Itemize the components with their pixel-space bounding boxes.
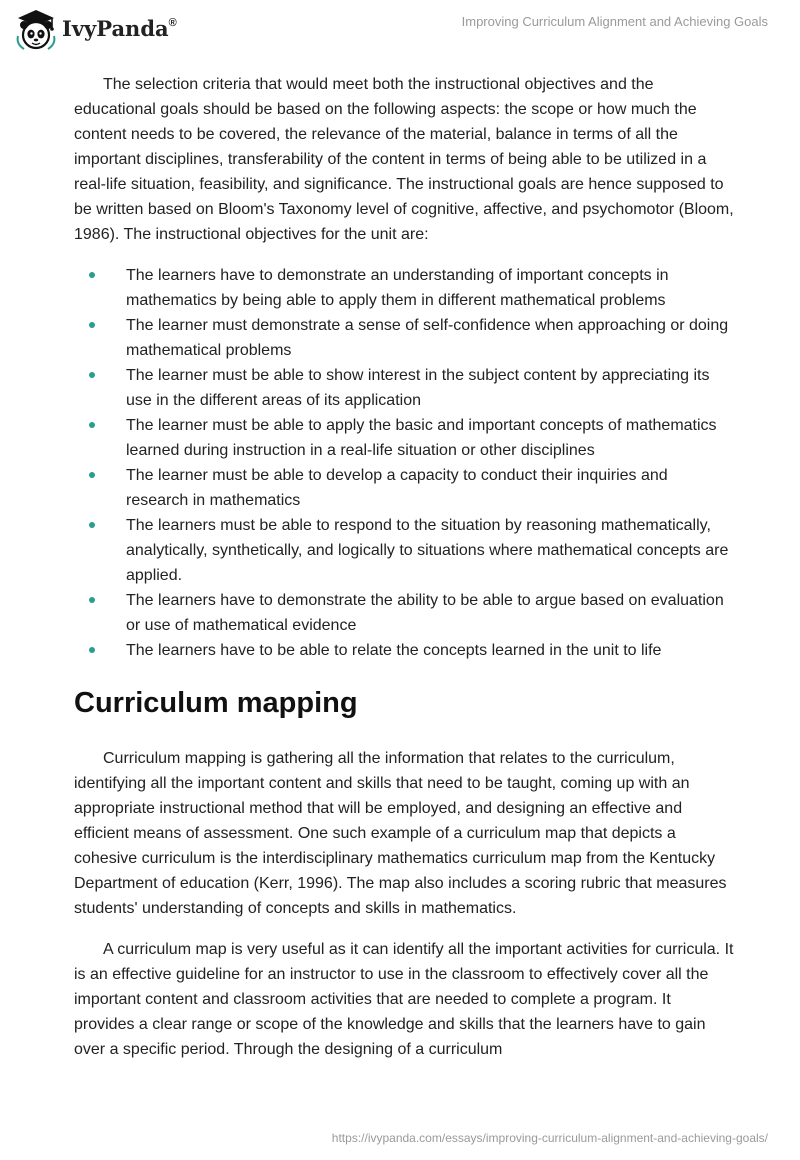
list-item: [74, 638, 734, 663]
article-body: [74, 72, 734, 1078]
intro-paragraph: The selection criteria that would meet both the instructional objectives and the educational goals should be based on the following aspects: the scope or how much the content needs to be covered, the relevance of the material, balance in terms of all the important disciplines, transferability of the content in terms of being able to be utilized in a real-life situation, feasibility, and significance. The instructional goals are hence supposed to be written based on Bloom's Taxonomy level of cognitive, affective, and psychomotor (Bloom, 1986). The instructional objectives for the unit are:: [74, 76, 734, 243]
registered-mark: ®: [168, 17, 177, 29]
bullet-icon: [89, 272, 95, 278]
bullet-icon: [89, 522, 95, 528]
list-item-text: The learner must be able to develop a capacity to conduct their inquiries and research in mathematics: [126, 467, 668, 509]
list-item: [74, 588, 734, 638]
bullet-icon: [89, 647, 95, 653]
curriculum-mapping-paragraph: Curriculum mapping is gathering all the information that relates to the curriculum, identifying all the important content and skills that need to be taught, coming up with an appropriate instructional method that will be employed, and designing an effective and efficient means of assessment. One such example of a curriculum map that depicts a cohesive curriculum is the interdisciplinary mathematics curriculum map from the Kentucky Department of education (Kerr, 1996). The map also includes a scoring rubric that measures students' understanding of concepts and skills in mathematics.: [74, 750, 727, 917]
list-item-text: The learners have to be able to relate the concepts learned in the unit to life: [126, 642, 662, 659]
list-item: [74, 413, 734, 463]
list-item-text: The learners have to demonstrate the ability to be able to argue based on evaluation or use of mathematical evidence: [126, 592, 724, 634]
list-item-text: The learners must be able to respond to the situation by reasoning mathematically, analytically, synthetically, and logically to situations where mathematical concepts are applied.: [126, 517, 729, 584]
list-item: [74, 363, 734, 413]
bullet-icon: [89, 322, 95, 328]
bullet-icon: [89, 422, 95, 428]
bullet-icon: [89, 472, 95, 478]
logo-text: IvyPanda: [62, 16, 169, 41]
bullet-icon: [89, 597, 95, 603]
list-item: [74, 513, 734, 588]
source-url[interactable]: https://ivypanda.com/essays/improving-curriculum-alignment-and-achieving-goals/: [331, 1131, 768, 1145]
list-item-text: The learners have to demonstrate an understanding of important concepts in mathematics by being able to apply them in different mathematical problems: [126, 267, 669, 309]
list-item-text: The learner must be able to apply the basic and important concepts of mathematics learned during instruction in a real-life situation or other disciplines: [126, 417, 717, 459]
list-item: [74, 463, 734, 513]
bullet-icon: [89, 372, 95, 378]
curriculum-map-usefulness-paragraph: A curriculum map is very useful as it can identify all the important activities for curricula. It is an effective guideline for an instructor to use in the classroom to effectively cover all the important content and classroom activities that are needed to complete a program. It provides a clear range or scope of the knowledge and skills that the learners have to gain over a specific period. Through the designing of a curriculum: [74, 941, 734, 1058]
list-item-text: The learner must be able to show interest in the subject content by appreciating its use in the different areas of its application: [126, 367, 710, 409]
document-title: Improving Curriculum Alignment and Achieving Goals: [461, 14, 768, 29]
list-item: [74, 313, 734, 363]
ivypanda-logo[interactable]: [12, 6, 212, 56]
logo-wordmark: [62, 16, 177, 41]
panda-graduate-icon: [12, 6, 58, 52]
section-heading: Curriculum mapping: [74, 687, 358, 719]
objectives-list: [74, 263, 734, 663]
list-item-text: The learner must demonstrate a sense of self-confidence when approaching or doing mathematical problems: [126, 317, 729, 359]
list-item: [74, 263, 734, 313]
page-header: [0, 0, 800, 60]
